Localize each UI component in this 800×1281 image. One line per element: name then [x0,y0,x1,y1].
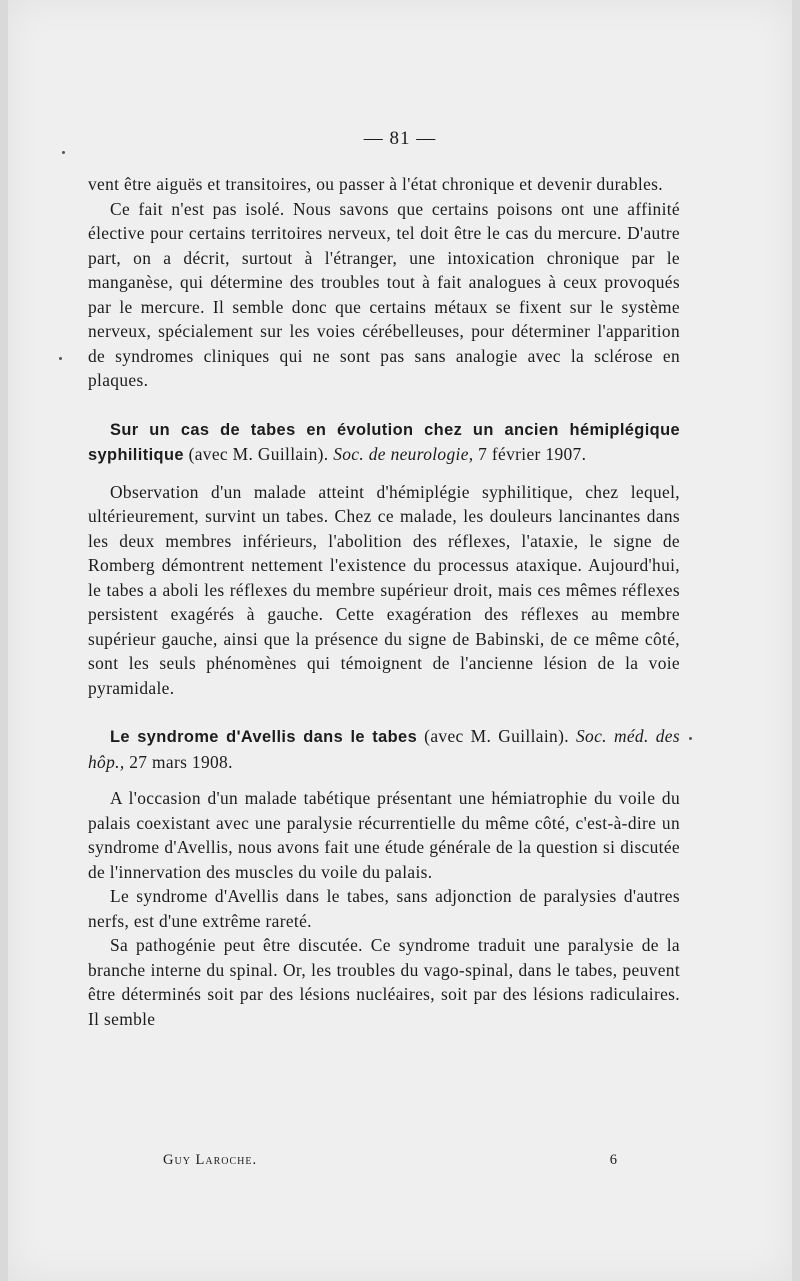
intro-paragraph-2: Ce fait n'est pas isolé. Nous savons que certains poisons ont une affinité élective pour certains territoires nerveux, tel doit être le cas du mercure. D'autre part, on a décrit, surtout à l'étranger, une intoxication chronique par le manganèse, qui détermine des troubles tout à fait analogues à ceux provoqués par le mercure. Il semble donc que certains métaux se fixent sur le système nerveux, spécialement sur les voies cérébelleuses, pour déterminer l'apparition de syndromes cliniques qui ne sont pas sans analogie avec la sclérose en plaques. [88,198,680,390]
section-2-date: 27 mars 1908. [124,751,233,772]
section-1-journal: Soc. de neurologie, [333,444,474,464]
body-text [88,172,680,1031]
section-2-heading [88,724,680,774]
section-1-heading [88,417,680,468]
print-speck [59,357,62,360]
section-2-journal: Soc. méd. des hôp., [88,726,680,772]
section-2-title: Le syndrome d'Avellis dans le tabes [110,728,418,746]
section-2-authors: (avec M. Guillain). [417,726,576,746]
section-1-authors: (avec M. Guillain). [183,444,334,464]
section-1-date: 7 février 1907. [473,444,587,464]
page-footer [163,1152,618,1169]
intro-paragraph-1: vent être aiguës et transitoires, ou passer à l'état chronique et devenir durables. [88,174,663,194]
section-1-paragraph-1: Observation d'un malade atteint d'hémiplégie syphilitique, chez lequel, ultérieurement, survint un tabes. Chez ce malade, les douleurs lancinantes dans les deux membres inférieurs, l'abolition des réflexes, l'ataxie, le signe de Romberg démontrent nettement l'existence du processus ataxique. Aujourd'hui, le tabes a aboli les réflexes du membre supérieur droit, mais ces mêmes réflexes persistent exagérés à gauche. Cette exagération des réflexes au membre supérieur gauche, ainsi que la présence du signe de Babinski, de ce même côté, sont les seuls phénomènes qui témoignent de l'ancienne lésion de la voie pyramidale. [88,481,680,698]
print-speck [689,737,692,740]
page-number: — 81 — [363,128,437,149]
section-2-paragraph-3: Sa pathogénie peut être discutée. Ce syndrome traduit une paralysie de la branche interne du spinal. Or, les troubles du vago-spinal, dans le tabes, peuvent être déterminés soit par des lésions nucléaires, soit par des lésions radiculaires. Il semble [88,935,680,1029]
section-2-paragraph-2: Le syndrome d'Avellis dans le tabes, sans adjonction de paralysies d'autres nerfs, est d'une extrême rareté. [88,886,680,931]
footer-signature-mark: 6 [609,1152,618,1168]
footer-author: Guy Laroche. [163,1152,258,1168]
section-2-paragraph-1: A l'occasion d'un malade tabétique présentant une hémiatrophie du voile du palais coexistant avec une paralysie récurrentielle du même côté, c'est-à-dire un syndrome d'Avellis, nous avons fait une étude générale de la question si discutée de l'innervation des muscles du voile du palais. [88,788,680,882]
page-sheet [8,0,792,1281]
print-speck [62,151,65,154]
section-1-title: Sur un cas de tabes en évolution chez un ancien hémiplégique syphilitique [88,420,680,464]
